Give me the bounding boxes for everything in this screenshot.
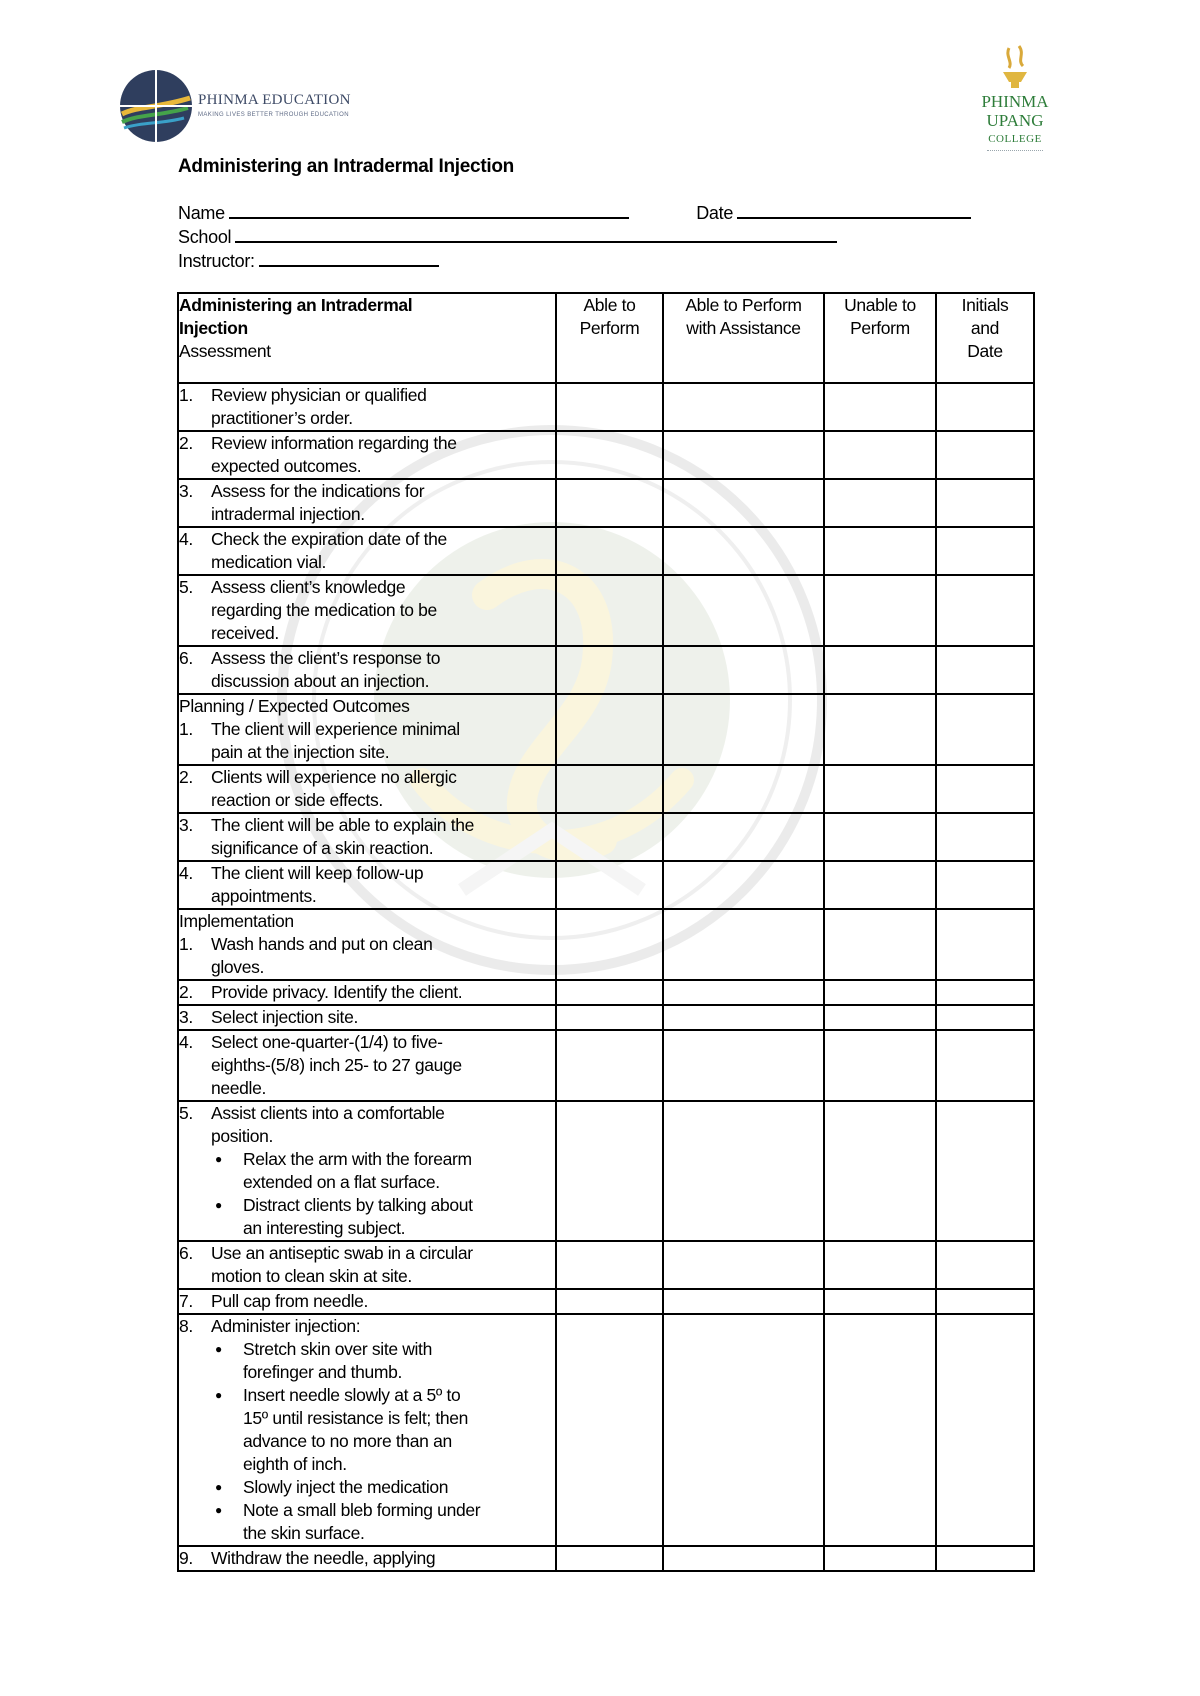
logo-tagline-text: MAKING LIVES BETTER THROUGH EDUCATION (198, 112, 349, 118)
step-item (179, 981, 555, 1004)
step-cell (178, 575, 556, 646)
table-row (178, 1030, 1034, 1101)
step-number: 2. (179, 982, 193, 1002)
unable-cell[interactable] (824, 1289, 936, 1314)
header-title-line-1: Administering an Intradermal (179, 295, 413, 315)
section-label: Planning / Expected Outcomes (179, 696, 410, 716)
step-cell (178, 1289, 556, 1314)
initials-header-line-1: Initials (961, 295, 1009, 315)
able-cell[interactable] (556, 1101, 663, 1241)
step-cell (178, 813, 556, 861)
step-bullet (179, 1338, 555, 1384)
college-crest-icon (995, 42, 1035, 90)
able-cell[interactable] (556, 765, 663, 813)
initials-cell[interactable] (936, 1101, 1034, 1241)
step-cell (178, 1241, 556, 1289)
step-cell (178, 479, 556, 527)
step-text-line: Select injection site. (211, 1007, 358, 1027)
step-item (179, 1006, 555, 1029)
assist-cell[interactable] (663, 861, 824, 909)
initials-cell[interactable] (936, 575, 1034, 646)
step-text-line: The client will be able to explain the (211, 815, 474, 835)
step-item (179, 1102, 555, 1148)
step-cell (178, 1101, 556, 1241)
step-text-line: Check the expiration date of the (211, 529, 447, 549)
step-number: 7. (179, 1291, 193, 1311)
bullet-text-line: Relax the arm with the forearm (243, 1149, 472, 1169)
able-cell[interactable] (556, 1289, 663, 1314)
step-number: 2. (179, 433, 193, 453)
step-text-line: Wash hands and put on clean (211, 934, 433, 954)
step-number: 3. (179, 1007, 193, 1027)
step-text-line: Select one-quarter-(1/4) to five- (211, 1032, 443, 1052)
step-text-line: expected outcomes. (211, 456, 362, 476)
assist-cell[interactable] (663, 431, 824, 479)
step-text-line: Pull cap from needle. (211, 1291, 369, 1311)
step-cell (178, 765, 556, 813)
assist-cell[interactable] (663, 575, 824, 646)
bullet-text-line: extended on a flat surface. (243, 1172, 440, 1192)
step-number: 6. (179, 1243, 193, 1263)
step-item (179, 933, 555, 979)
step-cell (178, 1030, 556, 1101)
unable-header-line-2: Perform (850, 318, 910, 338)
assist-cell[interactable] (663, 1030, 824, 1101)
step-number: 1. (179, 719, 193, 739)
school-row (178, 225, 837, 248)
assist-cell[interactable] (663, 813, 824, 861)
step-text-line: Assess for the indications for (211, 481, 425, 501)
bullet-text-line: advance to no more than an (243, 1431, 452, 1451)
step-bullet (179, 1194, 555, 1240)
step-cell (178, 980, 556, 1005)
step-text-line: The client will experience minimal (211, 719, 460, 739)
phinma-education-logo (118, 68, 368, 144)
bullet-text-line: forefinger and thumb. (243, 1362, 403, 1382)
able-cell[interactable] (556, 909, 663, 980)
unable-cell[interactable] (824, 479, 936, 527)
initials-header-line-3: Date (967, 341, 1003, 361)
instructor-row (178, 249, 439, 272)
initials-cell[interactable] (936, 1030, 1034, 1101)
step-bullet (179, 1148, 555, 1194)
step-text-line: Review physician or qualified (211, 385, 427, 405)
bullet-text-line: Slowly inject the medication (243, 1477, 449, 1497)
unable-cell[interactable] (824, 980, 936, 1005)
unable-cell[interactable] (824, 1314, 936, 1546)
step-item (179, 384, 555, 430)
step-number: 9. (179, 1548, 193, 1568)
bullet-dot-icon: ● (215, 1388, 222, 1402)
step-text-line: Provide privacy. Identify the client. (211, 982, 463, 1002)
initials-cell[interactable] (936, 1314, 1034, 1546)
step-cell (178, 383, 556, 431)
step-cell (178, 431, 556, 479)
step-text-line: received. (211, 623, 279, 643)
date-field[interactable] (737, 201, 971, 219)
step-text-line: intradermal injection. (211, 504, 365, 524)
step-item (179, 432, 555, 478)
unable-column-header (824, 293, 936, 383)
table-row (178, 527, 1034, 575)
header-section-assessment: Assessment (179, 341, 271, 361)
able-cell[interactable] (556, 431, 663, 479)
able-cell[interactable] (556, 813, 663, 861)
step-number: 2. (179, 767, 193, 787)
assist-cell[interactable] (663, 1101, 824, 1241)
unable-cell[interactable] (824, 383, 936, 431)
step-item (179, 1290, 555, 1313)
unable-cell[interactable] (824, 765, 936, 813)
step-text-line: Administer injection: (211, 1316, 361, 1336)
step-cell (178, 861, 556, 909)
assist-cell[interactable] (663, 646, 824, 694)
header-title-line-2: Injection (179, 318, 248, 338)
assist-cell[interactable] (663, 1005, 824, 1030)
step-number: 3. (179, 481, 193, 501)
step-item (179, 862, 555, 908)
school-label: School (178, 227, 232, 247)
step-item (179, 718, 555, 764)
bullet-text-line: Stretch skin over site with (243, 1339, 432, 1359)
step-text-line: eighths-(5/8) inch 25- to 27 gauge (211, 1055, 462, 1075)
assist-cell[interactable] (663, 527, 824, 575)
table-row (178, 1314, 1034, 1546)
table-row (178, 646, 1034, 694)
able-cell[interactable] (556, 575, 663, 646)
step-bullet (179, 1499, 555, 1545)
initials-header-line-2: and (970, 318, 1000, 338)
able-cell[interactable] (556, 694, 663, 765)
bullet-text-line: Insert needle slowly at a 5º to (243, 1385, 461, 1405)
assist-cell[interactable] (663, 383, 824, 431)
step-text-line: position. (211, 1126, 274, 1146)
table-row (178, 909, 1034, 980)
able-cell[interactable] (556, 1005, 663, 1030)
step-number: 5. (179, 577, 193, 597)
step-text-line: reaction or side effects. (211, 790, 383, 810)
initials-cell[interactable] (936, 1289, 1034, 1314)
step-item (179, 814, 555, 860)
bullet-dot-icon: ● (215, 1480, 222, 1494)
initials-cell[interactable] (936, 765, 1034, 813)
table-row (178, 1241, 1034, 1289)
step-cell (178, 909, 556, 980)
step-number: 1. (179, 385, 193, 405)
bullet-dot-icon: ● (215, 1503, 222, 1517)
logo-divider (987, 150, 1043, 151)
logo-line-phinma: PHINMA (981, 92, 1049, 111)
initials-cell[interactable] (936, 527, 1034, 575)
step-cell (178, 1314, 556, 1546)
table-header-row (178, 293, 1034, 383)
able-cell[interactable] (556, 527, 663, 575)
initials-cell[interactable] (936, 909, 1034, 980)
assist-column-header (663, 293, 824, 383)
assist-header-line-1: Able to Perform (685, 295, 802, 315)
able-header-line-1: Able to (583, 295, 636, 315)
table-row (178, 813, 1034, 861)
assist-cell[interactable] (663, 1241, 824, 1289)
initials-cell[interactable] (936, 1005, 1034, 1030)
step-text-line: Use an antiseptic swab in a circular (211, 1243, 473, 1263)
initials-cell[interactable] (936, 383, 1034, 431)
step-text-line: Assist clients into a comfortable (211, 1103, 445, 1123)
step-text-line: Assess the client’s response to (211, 648, 441, 668)
initials-cell[interactable] (936, 1241, 1034, 1289)
unable-cell[interactable] (824, 1101, 936, 1241)
task-column-header (178, 293, 556, 383)
unable-cell[interactable] (824, 1005, 936, 1030)
step-bullet (179, 1384, 555, 1476)
initials-cell[interactable] (936, 1546, 1034, 1571)
table-row (178, 1005, 1034, 1030)
table-row (178, 861, 1034, 909)
initials-cell[interactable] (936, 980, 1034, 1005)
bullet-dot-icon: ● (215, 1198, 222, 1212)
initials-cell[interactable] (936, 431, 1034, 479)
phinma-upang-college-logo (965, 42, 1065, 160)
able-header-line-2: Perform (579, 318, 640, 338)
document-title: Administering an Intradermal Injection (178, 156, 514, 177)
step-item (179, 766, 555, 812)
step-text-line: pain at the injection site. (211, 742, 390, 762)
unable-cell[interactable] (824, 909, 936, 980)
unable-cell[interactable] (824, 431, 936, 479)
unable-cell[interactable] (824, 527, 936, 575)
step-text-line: discussion about an injection. (211, 671, 430, 691)
able-cell[interactable] (556, 383, 663, 431)
unable-cell[interactable] (824, 646, 936, 694)
bullet-text-line: an interesting subject. (243, 1218, 406, 1238)
step-number: 6. (179, 648, 193, 668)
unable-cell[interactable] (824, 813, 936, 861)
initials-cell[interactable] (936, 646, 1034, 694)
name-date-row (178, 201, 971, 224)
bullet-dot-icon: ● (215, 1342, 222, 1356)
section-label: Implementation (179, 911, 294, 931)
step-text-line: motion to clean skin at site. (211, 1266, 412, 1286)
step-text-line: regarding the medication to be (211, 600, 437, 620)
name-label: Name (178, 203, 225, 223)
step-number: 4. (179, 1032, 193, 1052)
step-number: 4. (179, 529, 193, 549)
table-row (178, 765, 1034, 813)
able-column-header (556, 293, 663, 383)
step-text-line: needle. (211, 1078, 266, 1098)
bullet-dot-icon: ● (215, 1152, 222, 1166)
table-row (178, 1546, 1034, 1571)
logo-brand-text: PHINMA EDUCATION (198, 92, 351, 108)
phinma-globe-icon (118, 68, 194, 144)
unable-cell[interactable] (824, 861, 936, 909)
step-text-line: Withdraw the needle, applying (211, 1548, 436, 1568)
unable-cell[interactable] (824, 1241, 936, 1289)
able-cell[interactable] (556, 1241, 663, 1289)
step-cell (178, 1005, 556, 1030)
step-item (179, 528, 555, 574)
step-text-line: The client will keep follow-up (211, 863, 424, 883)
able-cell[interactable] (556, 479, 663, 527)
bullet-text-line: the skin surface. (243, 1523, 365, 1543)
step-text-line: gloves. (211, 957, 264, 977)
step-number: 8. (179, 1316, 193, 1336)
step-item (179, 576, 555, 645)
assist-cell[interactable] (663, 479, 824, 527)
logo-line-college: COLLEGE (988, 133, 1042, 145)
step-item (179, 1242, 555, 1288)
able-cell[interactable] (556, 861, 663, 909)
able-cell[interactable] (556, 980, 663, 1005)
assist-cell[interactable] (663, 694, 824, 765)
step-bullet (179, 1476, 555, 1499)
step-number: 5. (179, 1103, 193, 1123)
school-field[interactable] (235, 225, 837, 243)
instructor-field[interactable] (259, 249, 439, 267)
assist-cell[interactable] (663, 909, 824, 980)
step-item (179, 1031, 555, 1100)
assist-cell[interactable] (663, 980, 824, 1005)
table-row (178, 383, 1034, 431)
step-item (179, 647, 555, 693)
step-text-line: practitioner’s order. (211, 408, 353, 428)
assist-cell[interactable] (663, 1289, 824, 1314)
initials-cell[interactable] (936, 694, 1034, 765)
table-row (178, 694, 1034, 765)
bullet-text-line: 15º until resistance is felt; then (243, 1408, 469, 1428)
step-text-line: medication vial. (211, 552, 327, 572)
table-row (178, 1289, 1034, 1314)
able-cell[interactable] (556, 646, 663, 694)
assist-header-line-2: with Assistance (686, 318, 801, 338)
table-row (178, 1101, 1034, 1241)
step-number: 4. (179, 863, 193, 883)
initials-cell[interactable] (936, 813, 1034, 861)
table-row (178, 431, 1034, 479)
unable-header-line-1: Unable to (844, 295, 916, 315)
step-item (179, 1547, 555, 1570)
name-field[interactable] (229, 201, 629, 219)
step-number: 1. (179, 934, 193, 954)
table-row (178, 575, 1034, 646)
unable-cell[interactable] (824, 1030, 936, 1101)
unable-cell[interactable] (824, 1546, 936, 1571)
step-text-line: Clients will experience no allergic (211, 767, 457, 787)
step-text-line: Review information regarding the (211, 433, 457, 453)
step-text-line: appointments. (211, 886, 317, 906)
step-number: 3. (179, 815, 193, 835)
instructor-label: Instructor: (178, 251, 255, 271)
step-cell (178, 1546, 556, 1571)
able-cell[interactable] (556, 1314, 663, 1546)
unable-cell[interactable] (824, 694, 936, 765)
skills-checklist-table (177, 292, 1035, 1572)
bullet-text-line: Note a small bleb forming under (243, 1500, 481, 1520)
unable-cell[interactable] (824, 575, 936, 646)
able-cell[interactable] (556, 1030, 663, 1101)
date-label: Date (696, 203, 734, 223)
step-text-line: significance of a skin reaction. (211, 838, 434, 858)
logo-line-upang: UPANG (986, 111, 1044, 130)
assist-cell[interactable] (663, 1546, 824, 1571)
checklist-body (178, 383, 1034, 1571)
assist-cell[interactable] (663, 765, 824, 813)
step-item (179, 1315, 555, 1338)
step-cell (178, 694, 556, 765)
bullet-text-line: eighth of inch. (243, 1454, 347, 1474)
step-cell (178, 646, 556, 694)
initials-column-header (936, 293, 1034, 383)
table-row (178, 980, 1034, 1005)
assist-cell[interactable] (663, 1314, 824, 1546)
initials-cell[interactable] (936, 861, 1034, 909)
step-text-line: Assess client’s knowledge (211, 577, 406, 597)
table-row (178, 479, 1034, 527)
bullet-text-line: Distract clients by talking about (243, 1195, 473, 1215)
step-item (179, 480, 555, 526)
able-cell[interactable] (556, 1546, 663, 1571)
step-cell (178, 527, 556, 575)
initials-cell[interactable] (936, 479, 1034, 527)
